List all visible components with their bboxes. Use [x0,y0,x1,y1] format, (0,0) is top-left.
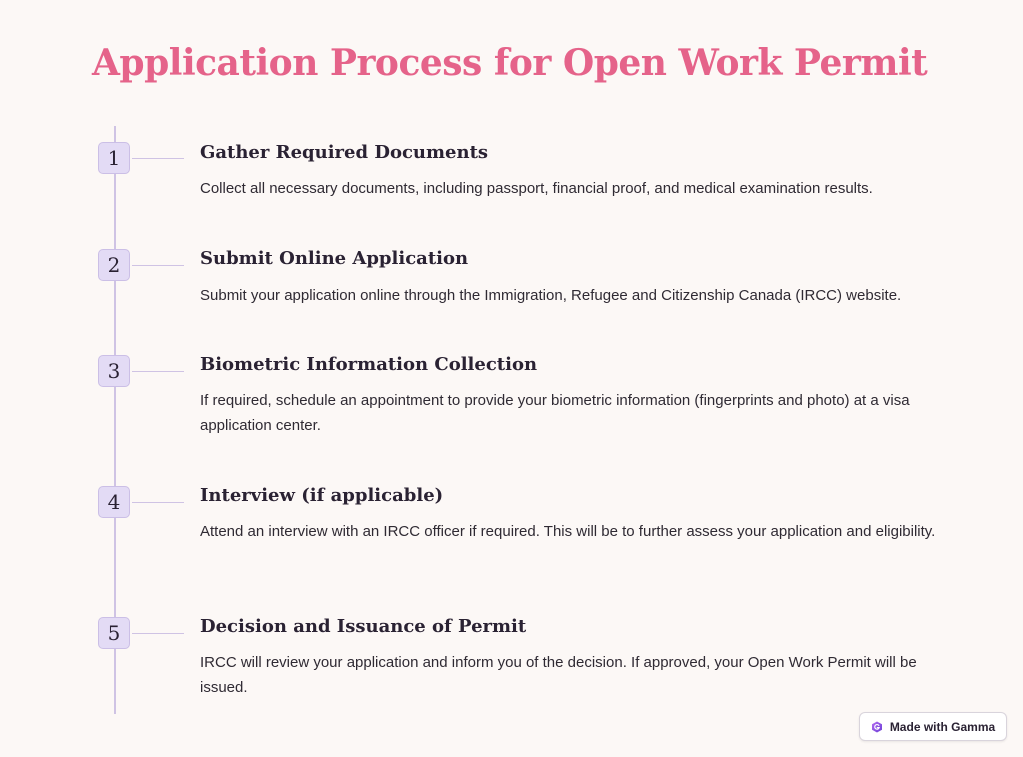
step-number-badge: 3 [98,355,130,387]
made-with-gamma-button[interactable] [859,712,1007,741]
step-description: If required, schedule an appointment to provide your biometric information (fingerprints and photo) at a visa application center. [200,392,910,434]
step-connector [132,502,184,503]
step-connector [132,371,184,372]
step-number-badge: 4 [98,486,130,518]
step-description: Submit your application online through the Immigration, Refugee and Citizenship Canada (IRCC) website. [200,287,902,304]
step-title: Submit Online Application [200,248,469,269]
step-connector [132,158,184,159]
step-title: Interview (if applicable) [200,485,444,506]
page-title: Application Process for Open Work Permit [92,42,928,84]
gamma-logo-icon [871,721,883,733]
step-connector [132,265,184,266]
step-number-badge: 5 [98,617,130,649]
step-description: Attend an interview with an IRCC officer if required. This will be to further assess your application and eligibility. [200,523,936,540]
step-description: Collect all necessary documents, including passport, financial proof, and medical examination results. [200,180,873,197]
step-title: Decision and Issuance of Permit [200,616,527,637]
step-title: Gather Required Documents [200,142,489,163]
step-number-badge: 2 [98,249,130,281]
step-number-badge: 1 [98,142,130,174]
made-with-gamma-label: Made with Gamma [889,719,996,734]
step-description: IRCC will review your application and inform you of the decision. If approved, your Open Work Permit will be issued. [200,654,917,696]
step-title: Biometric Information Collection [200,354,538,375]
step-connector [132,633,184,634]
